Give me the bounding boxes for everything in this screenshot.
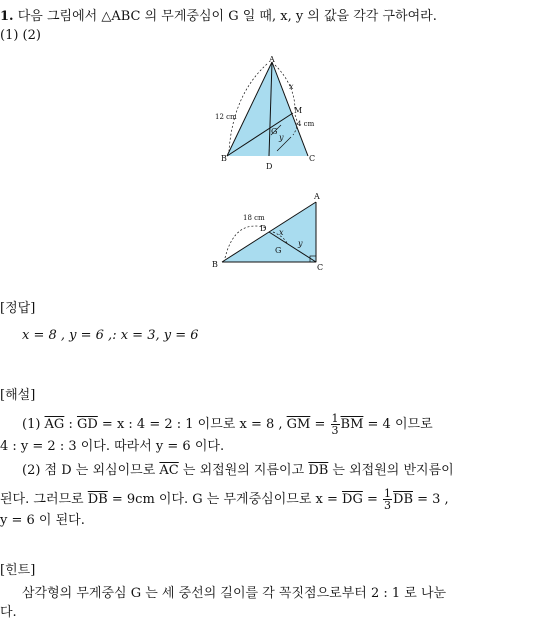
fraction-1: $\frac{1}{3}$ <box>331 412 339 437</box>
answer-text: x = 8 , y = 6 ,: x = 3, y = 6 <box>22 328 199 343</box>
label-d-2: D <box>260 224 267 233</box>
question-parts: (1) (2) <box>0 28 41 43</box>
explanation-p2-line2: 된다. 그러므로 $\overline{DB} = 9cm$ 이다. G 는 무게중심이므로 $x = \overline{DG}$ = $\frac{1}{3}$ $\overline{DB} = 3$ , <box>0 487 449 512</box>
explanation-p2-line1: (2) 점 D 는 외심이므로 $\overline{AC}$ 는 외접원의 지름이고 $\overline{DB}$ 는 외접원의 반지름이 <box>22 463 454 478</box>
label-b-2: B <box>212 260 218 269</box>
label-x: x <box>289 82 294 91</box>
len-left: 12 cm <box>215 113 237 121</box>
answer-header: [정답] <box>0 301 36 316</box>
figure-triangle-1 <box>205 55 335 175</box>
label-y-2: y <box>298 239 303 248</box>
figure-triangle-2 <box>205 188 335 272</box>
label-x-2: x <box>279 228 284 237</box>
question-line <box>0 9 437 25</box>
hint-header: [힌트] <box>0 563 36 578</box>
label-c: C <box>309 154 316 163</box>
fraction-2: $\frac{1}{3}$ <box>384 487 392 512</box>
question-text: 다음 그림에서 △ABC 의 무게중심이 G 일 때, x, y 의 값을 각각 구하여라. <box>17 9 437 24</box>
len-top: 18 cm <box>243 214 265 222</box>
label-m: M <box>294 106 303 115</box>
label-y: y <box>279 133 284 142</box>
explanation-p1-line2: 4 : y = 2 : 3 이다. 따라서 y = 6 이다. <box>0 439 225 454</box>
question-number: 1. <box>0 9 14 24</box>
len-right: 4 cm <box>297 120 315 128</box>
label-g: G <box>271 127 278 136</box>
explanation-p1-line1: (1) $\overline{AG}$ : $\overline{GD} = x$ : 4 = 2 : 1 이므로 x = 8 , $\overline{GM}$ = $\frac{1}{3}$ $\overline{BM} = 4$ 이므로 <box>22 412 433 437</box>
explanation-header: [해설] <box>0 388 36 403</box>
label-g-2: G <box>275 246 282 255</box>
explanation-p2-line3: y = 6 이 된다. <box>0 513 85 528</box>
label-c-2: C <box>317 263 324 272</box>
label-a-2: A <box>314 192 320 201</box>
label-d: D <box>266 162 273 171</box>
label-a: A <box>269 55 275 64</box>
hint-line2: 다. <box>0 605 17 620</box>
label-b: B <box>221 154 227 163</box>
hint-line1: 삼각형의 무게중심 G 는 세 중선의 길이를 각 꼭짓점으로부터 2 : 1 로 나눈 <box>22 586 447 601</box>
